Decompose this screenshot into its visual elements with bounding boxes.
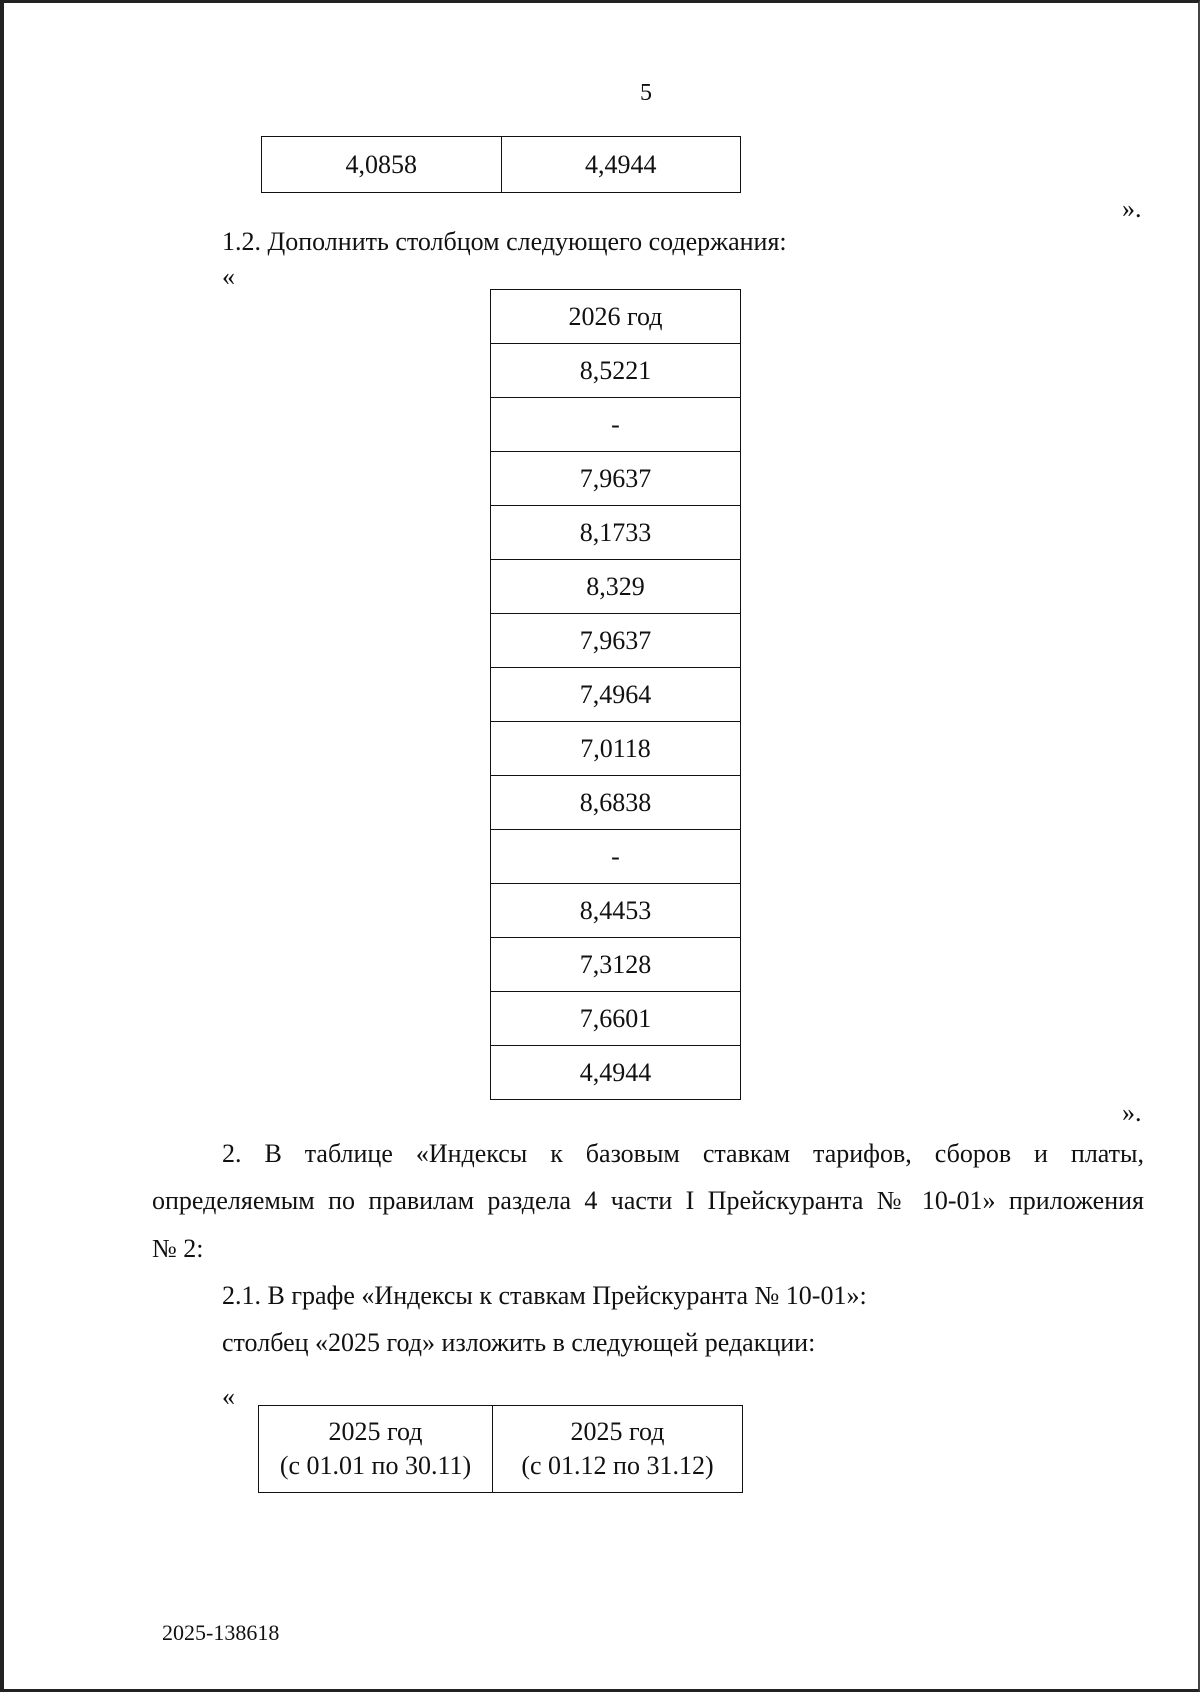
closing-quote: ». (1122, 194, 1142, 223)
column-table-value: 7,9637 (491, 452, 741, 506)
column-table-value: 8,1733 (491, 506, 741, 560)
page-number: 5 (640, 80, 652, 106)
section-1-2-text: 1.2. Дополнить столбцом следующего содержания: (222, 227, 787, 256)
column-table-value: 7,0118 (491, 722, 741, 776)
bottom-table-cell-2 (493, 1406, 743, 1493)
bottom-table-cell-1-line-1: 2025 год (328, 1417, 423, 1446)
column-table-value: 7,6601 (491, 992, 741, 1046)
column-table-value: - (491, 830, 741, 884)
opening-quote: « (222, 1382, 235, 1411)
column-table-value: 8,5221 (491, 344, 741, 398)
column-table-header: 2026 год (491, 290, 741, 344)
bottom-table (258, 1405, 743, 1493)
column-table-2026 (490, 289, 741, 1100)
column-table-value: 8,4453 (491, 884, 741, 938)
closing-quote: ». (1122, 1098, 1142, 1127)
bottom-table-cell-2-line-1: 2025 год (570, 1417, 665, 1446)
column-table-value: 8,6838 (491, 776, 741, 830)
section-2-line-1: 2. В таблице «Индексы к базовым ставкам тарифов, сборов и платы, (222, 1139, 1144, 1168)
top-table-cell-1: 4,0858 (262, 137, 502, 193)
bottom-table-cell-1 (259, 1406, 493, 1493)
opening-quote: « (222, 262, 235, 291)
section-2-line-2: определяемым по правилам раздела 4 части I Прейскуранта № 10-01» приложения (152, 1186, 1144, 1215)
column-table-value: 4,4944 (491, 1046, 741, 1100)
top-table (261, 136, 741, 193)
section-2-1-subtext: столбец «2025 год» изложить в следующей редакции: (222, 1328, 816, 1357)
column-table-value: 7,4964 (491, 668, 741, 722)
column-table-value: 8,329 (491, 560, 741, 614)
bottom-table-cell-2-line-2: (с 01.12 по 31.12) (521, 1451, 714, 1480)
column-table-value: 7,3128 (491, 938, 741, 992)
column-table-value: 7,9637 (491, 614, 741, 668)
top-table-cell-2: 4,4944 (501, 137, 741, 193)
section-2-line-3: № 2: (152, 1234, 204, 1263)
section-2-1-text: 2.1. В графе «Индексы к ставкам Прейскуранта № 10-01»: (222, 1281, 867, 1310)
bottom-table-cell-1-line-2: (с 01.01 по 30.11) (279, 1451, 472, 1480)
document-code: 2025-138618 (162, 1620, 280, 1645)
column-table-value: - (491, 398, 741, 452)
